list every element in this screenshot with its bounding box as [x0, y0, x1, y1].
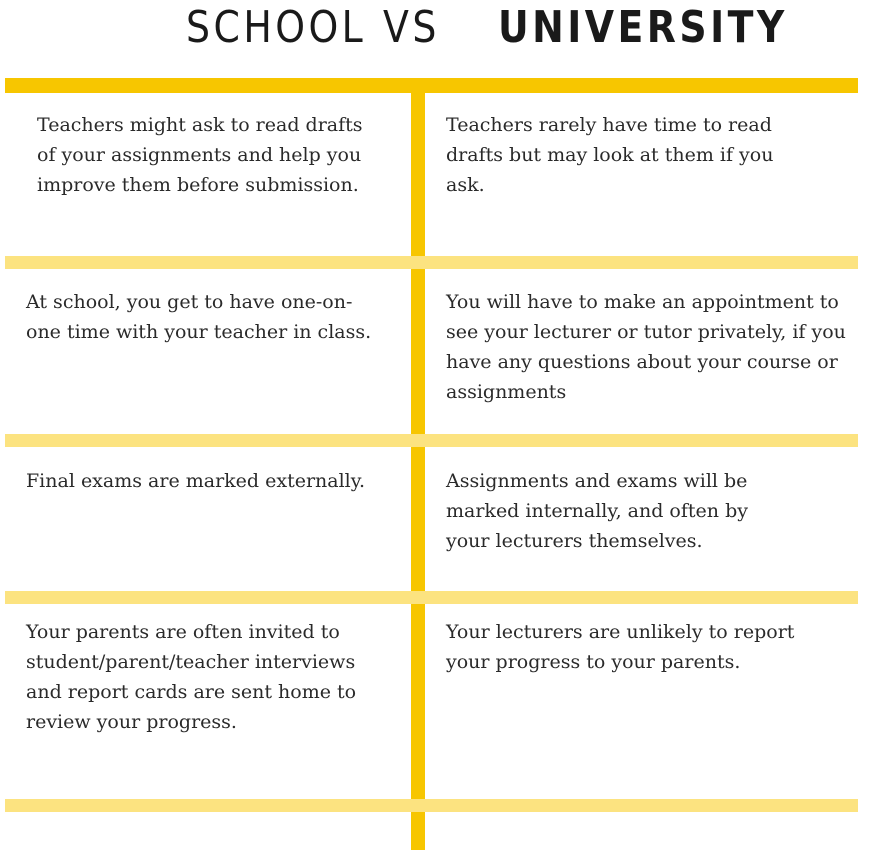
title-school: SCHOOL	[186, 2, 367, 53]
university-cell-4: Your lecturers are unlikely to report your progress to your parents.	[446, 621, 795, 673]
top-divider-bar	[5, 78, 858, 93]
title-vs: VS	[383, 2, 440, 53]
school-cell-3: Final exams are marked externally.	[26, 470, 366, 492]
center-divider	[411, 78, 425, 850]
comparison-title	[0, 0, 879, 60]
school-cell-1: Teachers might ask to read drafts of your assignments and help you improve them before submission.	[37, 114, 363, 196]
university-cell-1: Teachers rarely have time to read drafts but may look at them if you ask.	[446, 114, 774, 196]
row-separator	[5, 799, 858, 812]
school-cell-4: Your parents are often invited to student/parent/teacher interviews and report cards are sent home to review your progress.	[26, 621, 357, 733]
row-separator	[5, 434, 858, 447]
university-cell-2: You will have to make an appointment to see your lecturer or tutor privately, if you have any questions about your course or assignments	[446, 291, 846, 403]
row-separator	[5, 256, 858, 269]
title-university: UNIVERSITY	[498, 2, 788, 53]
university-cell-3: Assignments and exams will be marked internally, and often by your lecturers themselves.	[446, 470, 748, 552]
row-separator	[5, 591, 858, 604]
school-cell-2: At school, you get to have one-on-one time with your teacher in class.	[26, 291, 372, 343]
